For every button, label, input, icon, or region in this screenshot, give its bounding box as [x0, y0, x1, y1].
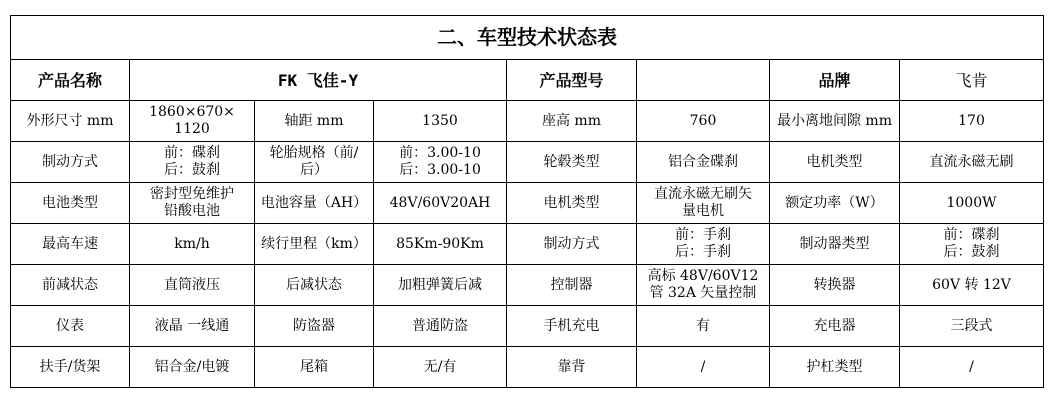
cell-line: 座高 mm — [541, 112, 601, 129]
cell-line: 加粗弹簧后减 — [398, 276, 482, 293]
cell-line: 直筒液压 — [164, 276, 220, 293]
cell-line: 液晶 一线通 — [154, 317, 230, 334]
spec-value-cell — [900, 224, 1044, 265]
cell-line: 密封型免维护 — [150, 186, 234, 202]
spec-value-cell — [900, 347, 1044, 388]
spec-label-cell — [255, 101, 374, 142]
table-row — [11, 265, 1044, 306]
spec-label-cell — [770, 265, 900, 306]
cell-line: 前：手刹 — [675, 227, 731, 243]
cell-line: km/h — [174, 235, 210, 252]
cell-line: 普通防盗 — [412, 317, 468, 334]
title-row — [11, 16, 1044, 60]
spec-label-cell — [11, 347, 130, 388]
cell-line: 1000W — [946, 194, 997, 211]
cell-line: 充电器 — [813, 317, 856, 334]
spec-value-cell — [374, 101, 507, 142]
cell-line: 管 32A 矢量控制 — [649, 285, 757, 301]
spec-label-cell — [507, 265, 637, 306]
cell-line: 续行里程（km） — [261, 235, 367, 252]
cell-line: 前：3.00-10 — [399, 145, 481, 161]
spec-value-cell — [130, 306, 255, 347]
cell-line: 后减状态 — [286, 276, 342, 293]
cell-line: 48V/60V20AH — [389, 194, 491, 211]
spec-label-cell — [11, 306, 130, 347]
spec-value-cell — [130, 101, 255, 142]
cell-line: 电池类型 — [42, 194, 98, 211]
cell-line: 额定功率（W） — [785, 194, 884, 211]
cell-line: 轮胎规格（前/ — [269, 145, 359, 161]
cell-line: 控制器 — [550, 276, 593, 293]
cell-line: 量电机 — [682, 203, 724, 219]
spec-value-cell — [374, 347, 507, 388]
cell-line: 后：鼓刹 — [164, 162, 220, 178]
table-row — [11, 142, 1044, 183]
spec-label-cell — [255, 183, 374, 224]
spec-value-cell — [130, 183, 255, 224]
cell-line: 手机充电 — [543, 317, 600, 334]
product-name-value: FK 飞佳-Y — [130, 60, 507, 101]
cell-line: 铝合金/电镀 — [154, 358, 230, 375]
cell-line: 后：鼓刹 — [943, 244, 1000, 260]
spec-label-cell — [507, 224, 637, 265]
cell-line: 制动器类型 — [799, 235, 870, 252]
cell-line: 铝合金碟刹 — [668, 153, 738, 170]
cell-line: 后：3.00-10 — [399, 162, 481, 178]
spec-value-cell — [900, 142, 1044, 183]
spec-value-cell — [900, 265, 1044, 306]
cell-line: 前：碟刹 — [164, 145, 220, 161]
spec-label-cell — [11, 101, 130, 142]
cell-line: 后：手刹 — [675, 244, 731, 260]
cell-line: / — [700, 358, 706, 375]
cell-line: 轮毂类型 — [543, 153, 600, 170]
spec-value-cell — [374, 306, 507, 347]
spec-value-cell — [374, 183, 507, 224]
spec-value-cell — [130, 142, 255, 183]
spec-label-cell — [507, 347, 637, 388]
spec-value-cell — [374, 142, 507, 183]
spec-label-cell — [11, 265, 130, 306]
spec-value-cell — [637, 142, 770, 183]
spec-value-cell — [637, 224, 770, 265]
cell-line: 外形尺寸 mm — [26, 112, 114, 129]
header-row — [11, 60, 1044, 101]
cell-line: 60V 转 12V — [932, 276, 1011, 293]
cell-line: 有 — [696, 317, 710, 334]
spec-value-cell — [130, 347, 255, 388]
cell-line: 电机类型 — [543, 194, 600, 211]
table-row — [11, 224, 1044, 265]
cell-line: 电机类型 — [806, 153, 863, 170]
spec-value-cell — [130, 265, 255, 306]
cell-line: 1860×670× — [149, 104, 235, 120]
table-title: 二、车型技术状态表 — [11, 16, 1044, 60]
cell-line: 制动方式 — [543, 235, 600, 252]
cell-line: 无/有 — [423, 358, 457, 375]
brand-label: 品牌 — [770, 60, 900, 101]
cell-line: 1120 — [174, 121, 210, 137]
spec-value-cell — [900, 101, 1044, 142]
spec-label-cell — [770, 347, 900, 388]
cell-line: 最高车速 — [42, 235, 98, 252]
spec-value-cell — [900, 306, 1044, 347]
cell-line: 转换器 — [813, 276, 856, 293]
spec-label-cell — [507, 306, 637, 347]
product-name-label: 产品名称 — [11, 60, 130, 101]
spec-label-cell — [507, 101, 637, 142]
product-model-label: 产品型号 — [507, 60, 637, 101]
brand-value: 飞肯 — [900, 60, 1044, 101]
cell-line: / — [969, 358, 974, 375]
cell-line: 170 — [958, 112, 985, 129]
cell-line: 仪表 — [56, 317, 84, 334]
spec-value-cell — [637, 265, 770, 306]
table-row — [11, 306, 1044, 347]
table-row — [11, 183, 1044, 224]
spec-label-cell — [255, 224, 374, 265]
cell-line: 铅酸电池 — [164, 203, 220, 219]
cell-line: 760 — [689, 112, 717, 129]
spec-value-cell — [900, 183, 1044, 224]
product-model-value — [637, 60, 770, 101]
cell-line: 后） — [300, 162, 328, 178]
spec-value-cell — [374, 265, 507, 306]
cell-line: 护杠类型 — [806, 358, 863, 375]
spec-value-cell — [637, 101, 770, 142]
spec-label-cell — [11, 183, 130, 224]
spec-value-cell — [130, 224, 255, 265]
spec-label-cell — [770, 224, 900, 265]
cell-line: 尾箱 — [300, 358, 328, 375]
cell-line: 1350 — [422, 112, 458, 129]
table-row — [11, 101, 1044, 142]
cell-line: 三段式 — [950, 317, 993, 334]
spec-value-cell — [637, 183, 770, 224]
cell-line: 扶手/货架 — [39, 358, 101, 375]
table-row — [11, 347, 1044, 388]
cell-line: 电池容量（AH） — [260, 194, 368, 211]
cell-line: 靠背 — [557, 358, 586, 375]
spec-value-cell — [374, 224, 507, 265]
spec-value-cell — [637, 306, 770, 347]
spec-label-cell — [770, 101, 900, 142]
cell-line: 直流永磁无刷矢 — [654, 186, 752, 202]
spec-value-cell — [637, 347, 770, 388]
cell-line: 轴距 mm — [284, 112, 344, 129]
spec-label-cell — [255, 265, 374, 306]
spec-label-cell — [770, 183, 900, 224]
spec-label-cell — [507, 142, 637, 183]
spec-label-cell — [11, 224, 130, 265]
cell-line: 前：碟刹 — [943, 227, 1000, 243]
cell-line: 直流永磁无刷 — [929, 153, 1014, 170]
spec-label-cell — [255, 306, 374, 347]
spec-label-cell — [507, 183, 637, 224]
spec-label-cell — [255, 347, 374, 388]
spec-label-cell — [11, 142, 130, 183]
spec-label-cell — [770, 142, 900, 183]
spec-label-cell — [770, 306, 900, 347]
spec-label-cell — [255, 142, 374, 183]
cell-line: 防盗器 — [293, 317, 335, 334]
cell-line: 85Km-90Km — [396, 235, 484, 252]
cell-line: 高标 48V/60V12 — [647, 268, 759, 284]
cell-line: 前减状态 — [42, 276, 98, 293]
spec-table — [10, 15, 1044, 388]
cell-line: 制动方式 — [42, 153, 98, 170]
cell-line: 最小离地间隙 mm — [776, 112, 892, 129]
